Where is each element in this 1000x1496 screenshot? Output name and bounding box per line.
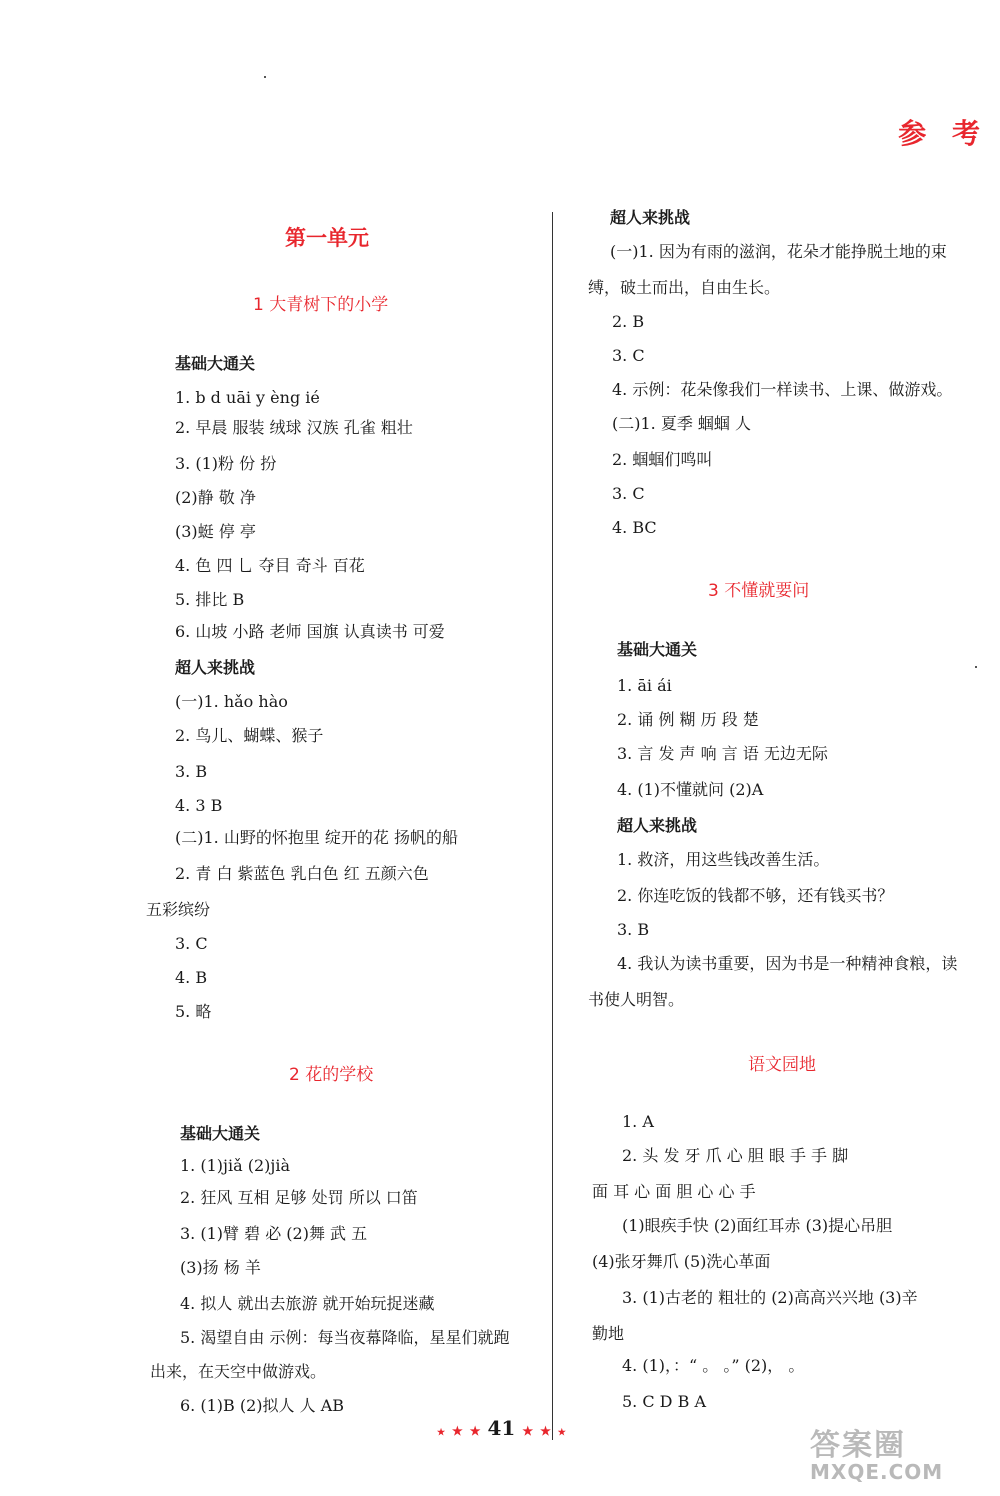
answer-line: 4. 拟人 就出去旅游 就开始玩捉迷藏	[180, 1294, 435, 1313]
answer-line: 2. 头 发 牙 爪 心 胆 眼 手 手 脚	[622, 1146, 849, 1165]
section-heading: 基础大通关	[180, 1124, 261, 1143]
answer-line: (2)静 敬 净	[175, 488, 256, 507]
answer-line: 2. 蝈蝈们鸣叫	[612, 450, 713, 469]
section-heading: 基础大通关	[617, 640, 698, 659]
answer-line: 2. B	[612, 312, 645, 331]
answer-line: 6. (1)B (2)拟人 人 AB	[180, 1396, 345, 1415]
answer-line: 5. 渴望自由 示例：每当夜幕降临，星星们就跑	[180, 1328, 510, 1347]
answer-line: 1. A	[622, 1112, 654, 1131]
answer-line: 4. 色 四 乚 夺目 奇斗 百花	[175, 556, 365, 575]
answer-line: 3. (1)粉 份 扮	[175, 454, 277, 473]
answer-line: (二)1. 山野的怀抱里 绽开的花 扬帆的船	[175, 828, 459, 847]
answer-line: 6. 山坡 小路 老师 国旗 认真读书 可爱	[175, 622, 445, 641]
answer-line: (4)张牙舞爪 (5)洗心革面	[592, 1252, 771, 1271]
lesson-3-title: 3 不懂就要问	[708, 581, 810, 601]
answer-line: 5. C D B A	[622, 1392, 706, 1411]
answer-line: 2. 狂风 互相 足够 处罚 所以 口笛	[180, 1188, 418, 1207]
lesson-1-title: 1 大青树下的小学	[253, 295, 389, 315]
answer-line: (二)1. 夏季 蝈蝈 人	[612, 414, 752, 433]
star-icon: ★	[557, 1428, 566, 1438]
answer-line: 3. (1)臂 碧 必 (2)舞 武 五	[180, 1224, 368, 1243]
star-icon: ★	[540, 1424, 551, 1438]
answer-line: (一)1. hǎo hào	[175, 692, 288, 711]
answer-line: (1)眼疾手快 (2)面红耳赤 (3)提心吊胆	[622, 1216, 893, 1235]
answer-line: 3. B	[175, 762, 208, 781]
answer-line: 3. C	[612, 346, 645, 365]
answer-line: 3. 言 发 声 响 言 语 无边无际	[617, 744, 828, 763]
answer-line: 2. 早晨 服装 绒球 汉族 孔雀 粗壮	[175, 418, 413, 437]
garden-title: 语文园地	[748, 1055, 816, 1075]
section-heading: 超人来挑战	[610, 208, 691, 227]
lesson-2-title: 2 花的学校	[289, 1065, 374, 1085]
watermark-line2: MXQE.COM	[810, 1460, 944, 1484]
answer-line: 1. (1)jiǎ (2)jià	[180, 1156, 290, 1175]
answer-line: 勤地	[592, 1324, 625, 1343]
page-header-title: 参 考	[898, 117, 988, 150]
answer-line: 缚，破土而出，自由生长。	[588, 278, 781, 297]
answer-line: 4. BC	[612, 518, 657, 537]
watermark	[810, 1420, 943, 1484]
section-heading: 超人来挑战	[175, 658, 256, 677]
watermark-line1: 答案圈	[810, 1428, 906, 1463]
answer-line: 出来，在天空中做游戏。	[150, 1362, 327, 1381]
answer-line: 5. 排比 B	[175, 590, 245, 609]
answer-line: (3)蜓 停 亭	[175, 522, 256, 541]
answer-line: 五彩缤纷	[146, 900, 211, 919]
column-divider	[552, 212, 553, 1440]
answer-line: 4. 我认为读书重要，因为书是一种精神食粮，读	[617, 954, 958, 973]
page-number-text: 41	[487, 1416, 516, 1440]
answer-line: 5. 略	[175, 1002, 212, 1021]
answer-line: 2. 诵 例 糊 历 段 楚	[617, 710, 759, 729]
section-heading: 基础大通关	[175, 354, 256, 373]
answer-line: 4. B	[175, 968, 208, 987]
scan-speck	[264, 76, 266, 78]
star-icon: ★	[469, 1424, 481, 1438]
answer-line: 书使人明智。	[588, 990, 685, 1009]
answer-line: 2. 青 白 紫蓝色 乳白色 红 五颜六色	[175, 864, 429, 883]
answer-line: 3. (1)古老的 粗壮的 (2)高高兴兴地 (3)辛	[622, 1288, 918, 1307]
answer-line: (一)1. 因为有雨的滋润，花朵才能挣脱土地的束	[610, 242, 947, 261]
answer-line: 1. b d uāi y èng ié	[175, 388, 320, 407]
answer-line: (3)扬 杨 羊	[180, 1258, 261, 1277]
answer-line: 2. 鸟儿、蝴蝶、猴子	[175, 726, 324, 745]
answer-line: 3. B	[617, 920, 650, 939]
answer-line: 1. āi ái	[617, 676, 672, 695]
scan-speck	[975, 666, 977, 668]
answer-line: 3. C	[612, 484, 645, 503]
answer-line: 4. (1)不懂就问 (2)A	[617, 780, 764, 799]
answer-line: 2. 你连吃饭的钱都不够，还有钱买书？	[617, 886, 894, 905]
star-icon: ★	[437, 1428, 446, 1438]
unit-title: 第一单元	[285, 226, 369, 250]
answer-line: 4. (1)，：“ 。 。” (2)， 。	[622, 1356, 805, 1375]
page-number	[437, 1416, 566, 1440]
answer-line: 面 耳 心 面 胆 心 心 手	[592, 1182, 756, 1201]
section-heading: 超人来挑战	[617, 816, 698, 835]
star-icon: ★	[452, 1424, 463, 1438]
answer-line: 3. C	[175, 934, 208, 953]
answer-line: 1. 救济，用这些钱改善生活。	[617, 850, 830, 869]
answer-line: 4. 3 B	[175, 796, 223, 815]
star-icon: ★	[522, 1424, 534, 1438]
answer-line: 4. 示例：花朵像我们一样读书、上课、做游戏。	[612, 380, 953, 399]
